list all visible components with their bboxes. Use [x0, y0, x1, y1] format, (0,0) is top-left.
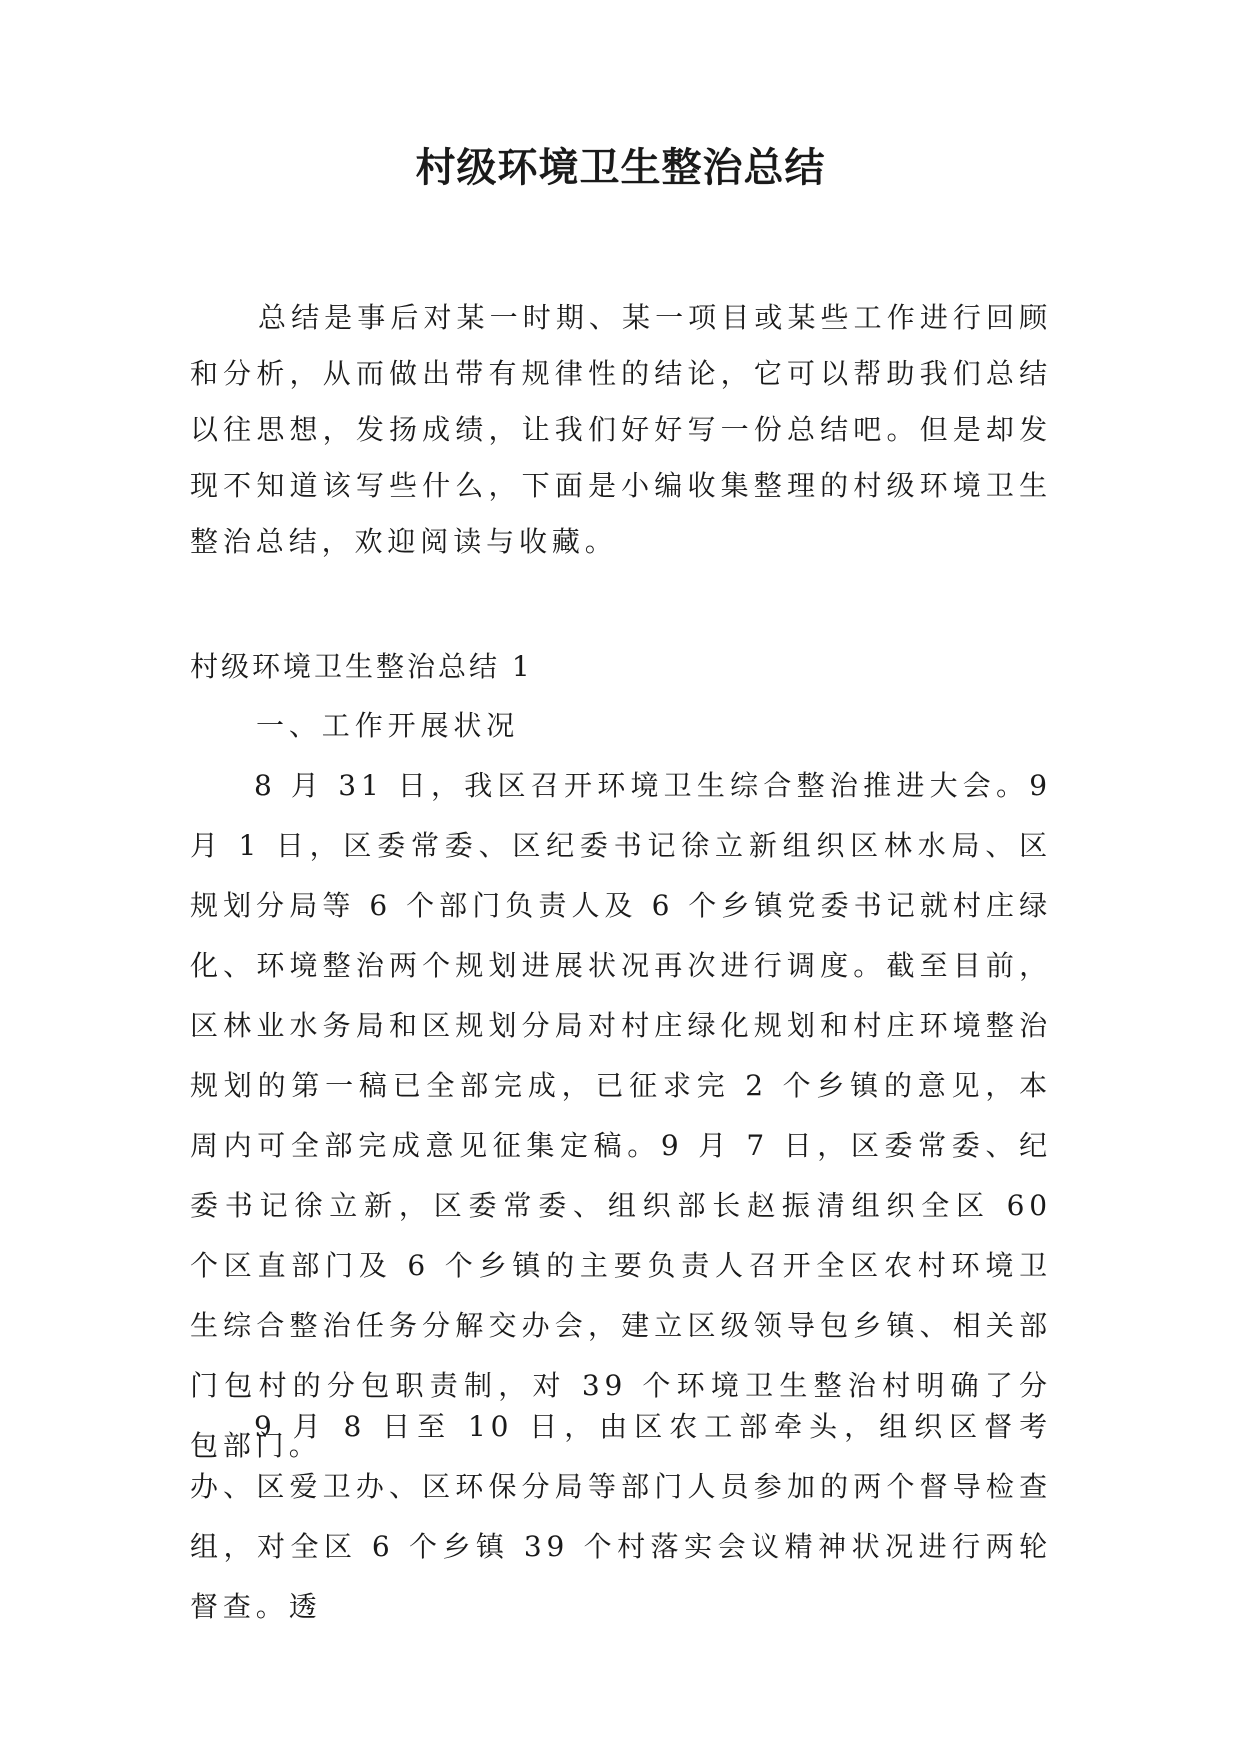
body-paragraph-1: 8 月 31 日，我区召开环境卫生综合整治推进大会。9 月 1 日，区委常委、区纪委书记徐立新组织区林水局、区规划分局等 6 个部门负责人及 6 个乡镇党委书记就村庄绿化、环境整治两个规划进展状况再次进行调度。截至目前，区林业水务局和区规划分局对村庄绿化规划和村庄环境整治规划的第一稿已全部完成，已征求完 2 个乡镇的意见，本周内可全部完成意见征集定稿。9 月 7 日，区委常委、纪委书记徐立新，区委常委、组织部长赵振清组织全区 60 个区直部门及 6 个乡镇的主要负责人召开全区农村环境卫生综合整治任务分解交办会，建立区级领导包乡镇、相关部门包村的分包职责制，对 39 个环境卫生整治村明确了分包部门。 — [190, 769, 1052, 1462]
subheading: 一、工作开展状况 — [256, 709, 520, 742]
document-title: 村级环境卫生整治总结 — [415, 144, 826, 191]
section-heading: 村级环境卫生整治总结 1 — [190, 650, 533, 683]
body-paragraph-2: 9 月 8 日至 10 日，由区农工部牵头，组织区督考办、区爱卫办、区环保分局等部门人员参加的两个督导检查组，对全区 6 个乡镇 39 个村落实会议精神状况进行两轮督查。透 — [190, 1410, 1052, 1623]
intro-paragraph: 总结是事后对某一时期、某一项目或某些工作进行回顾和分析，从而做出带有规律性的结论，它可以帮助我们总结以往思想，发扬成绩，让我们好好写一份总结吧。但是却发现不知道该写些什么，下面是小编收集整理的村级环境卫生整治总结，欢迎阅读与收藏。 — [190, 301, 1052, 558]
